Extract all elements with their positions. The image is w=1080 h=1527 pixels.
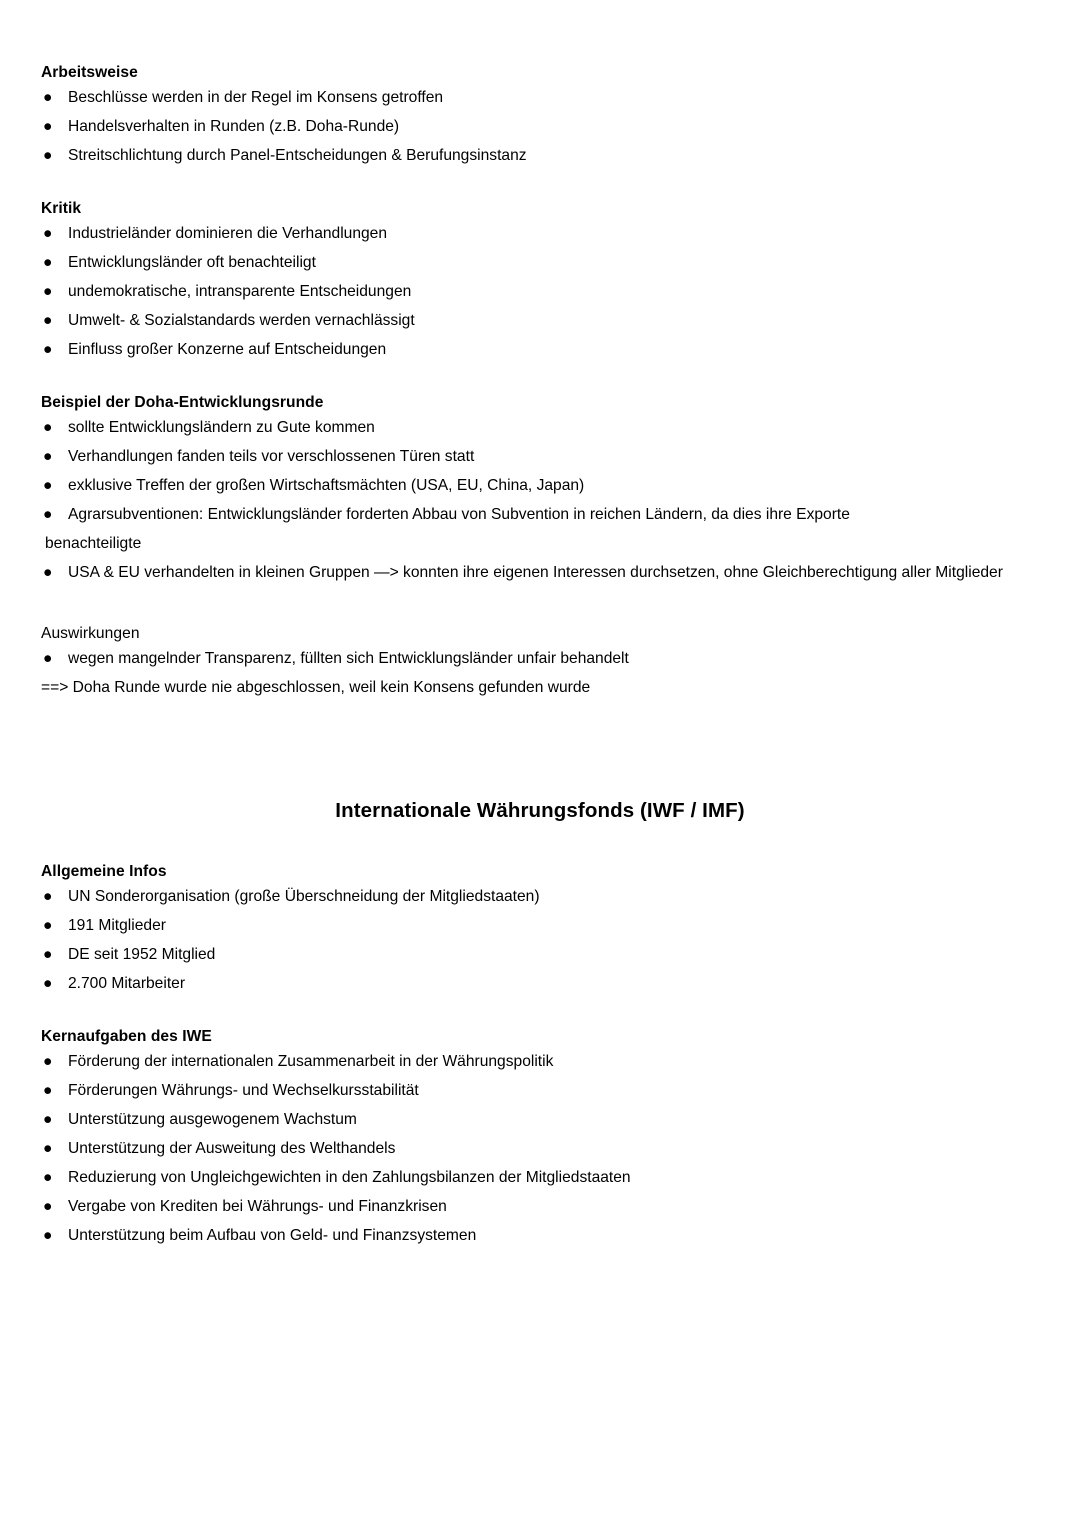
list-item-text: Unterstützung beim Aufbau von Geld- und Finanzsystemen: [68, 1227, 477, 1244]
list-item-text: Streitschlichtung durch Panel-Entscheidungen & Berufungsinstanz: [68, 147, 527, 164]
bullet-icon: ●: [43, 1082, 53, 1099]
list-item-text: Verhandlungen fanden teils vor verschlossenen Türen statt: [68, 448, 475, 465]
bullet-icon: ●: [43, 650, 53, 667]
list-item: [41, 1192, 1039, 1221]
list-item: [41, 112, 1039, 141]
list-item-text: wegen mangelnder Transparenz, füllten sich Entwicklungsländer unfair behandelt: [68, 650, 629, 667]
list-item: [41, 1105, 1039, 1134]
list-item-text: Beschlüsse werden in der Regel im Konsens getroffen: [68, 89, 444, 106]
list-item-text: Förderung der internationalen Zusammenarbeit in der Währungspolitik: [68, 1053, 554, 1070]
bullet-icon: ●: [43, 477, 53, 494]
list-item: [41, 442, 1039, 471]
list-item-text: Förderungen Währungs- und Wechselkursstabilität: [68, 1082, 419, 1099]
bullet-icon: ●: [43, 975, 53, 992]
list-item-text: 2.700 Mitarbeiter: [68, 975, 186, 992]
list-item: [41, 500, 1039, 529]
heading-kritik: Kritik: [41, 200, 82, 217]
list-doha-last: [41, 558, 1039, 587]
bullet-icon: ●: [43, 1053, 53, 1070]
list-item-text: undemokratische, intransparente Entscheidungen: [68, 283, 412, 300]
list-item: [41, 911, 1039, 940]
list-item: [41, 471, 1039, 500]
list-arbeitsweise: [41, 83, 1039, 170]
section-spacer-large: [41, 702, 1039, 797]
list-item-text: exklusive Treffen der großen Wirtschaftsmächten (USA, EU, China, Japan): [68, 477, 585, 494]
bullet-icon: ●: [43, 917, 53, 934]
section-spacer: [41, 998, 1039, 1026]
list-item: [41, 306, 1039, 335]
list-item: [41, 248, 1039, 277]
section-spacer: [41, 364, 1039, 392]
list-item: [41, 83, 1039, 112]
bullet-icon: ●: [43, 946, 53, 963]
list-item: [41, 1076, 1039, 1105]
heading-allgemeine-infos: Allgemeine Infos: [41, 863, 167, 880]
list-item: [41, 1047, 1039, 1076]
list-item: [41, 969, 1039, 998]
heading-arbeitsweise: Arbeitsweise: [41, 64, 138, 81]
bullet-icon: ●: [43, 1198, 53, 1215]
list-item: [41, 1163, 1039, 1192]
list-kernaufgaben: [41, 1047, 1039, 1250]
list-item: [41, 644, 1039, 673]
list-item-text: Unterstützung der Ausweitung des Welthandels: [68, 1140, 396, 1157]
list-item: [41, 1134, 1039, 1163]
bullet-icon: ●: [43, 888, 53, 905]
bullet-icon: ●: [43, 1169, 53, 1186]
bullet-icon: ●: [43, 118, 53, 135]
list-item-text: Entwicklungsländer oft benachteiligt: [68, 254, 316, 271]
list-item-text: UN Sonderorganisation (große Überschneidung der Mitgliedstaaten): [68, 888, 540, 905]
list-item: [41, 413, 1039, 442]
list-item: [41, 141, 1039, 170]
document-body: [41, 62, 1039, 1250]
bullet-icon: ●: [43, 448, 53, 465]
section-spacer: [41, 170, 1039, 198]
bullet-icon: ●: [43, 419, 53, 436]
bullet-icon: ●: [43, 89, 53, 106]
list-item-text: Industrieländer dominieren die Verhandlungen: [68, 225, 388, 242]
list-item-text: Handelsverhalten in Runden (z.B. Doha-Runde): [68, 118, 400, 135]
list-doha: [41, 413, 1039, 529]
bullet-icon: ●: [43, 506, 53, 523]
bullet-icon: ●: [43, 341, 53, 358]
conclusion-line: ==> Doha Runde wurde nie abgeschlossen, weil kein Konsens gefunden wurde: [41, 679, 591, 696]
list-item-text: DE seit 1952 Mitglied: [68, 946, 216, 963]
list-item: [41, 558, 1039, 587]
bullet-icon: ●: [43, 147, 53, 164]
section-spacer: [41, 825, 1039, 861]
bullet-icon: ●: [43, 225, 53, 242]
list-item-text: Vergabe von Krediten bei Währungs- und Finanzkrisen: [68, 1198, 447, 1215]
bullet-icon: ●: [43, 1140, 53, 1157]
list-item: [41, 219, 1039, 248]
bullet-icon: ●: [43, 1227, 53, 1244]
heading-kernaufgaben: Kernaufgaben des IWE: [41, 1028, 212, 1045]
list-item-text: Umwelt- & Sozialstandards werden vernachlässigt: [68, 312, 415, 329]
bullet-icon: ●: [43, 564, 53, 581]
bullet-icon: ●: [43, 1111, 53, 1128]
bullet-icon: ●: [43, 312, 53, 329]
list-item-text: Reduzierung von Ungleichgewichten in den Zahlungsbilanzen der Mitgliedstaaten: [68, 1169, 631, 1186]
page-title: Internationale Währungsfonds (IWF / IMF): [335, 799, 745, 822]
list-item-text: USA & EU verhandelten in kleinen Gruppen —> konnten ihre eigenen Interessen durchsetzen, ohne Gleichberechtigung aller Mitglieder: [68, 564, 1003, 581]
list-item-text: Agrarsubventionen: Entwicklungsländer forderten Abbau von Subvention in reichen Ländern, da dies ihre Exporte: [68, 506, 850, 523]
list-item: [41, 882, 1039, 911]
heading-doha: Beispiel der Doha-Entwicklungsrunde: [41, 394, 324, 411]
list-item: [41, 940, 1039, 969]
list-item-text: 191 Mitglieder: [68, 917, 166, 934]
list-kritik: [41, 219, 1039, 364]
list-item-text: sollte Entwicklungsländern zu Gute kommen: [68, 419, 375, 436]
section-spacer: [41, 587, 1039, 623]
heading-auswirkungen: Auswirkungen: [41, 625, 140, 642]
bullet-icon: ●: [43, 283, 53, 300]
list-allgemeine-infos: [41, 882, 1039, 998]
list-item: [41, 1221, 1039, 1250]
list-auswirkungen: [41, 644, 1039, 673]
list-item: [41, 335, 1039, 364]
continuation-line-benachteiligte: benachteiligte: [45, 535, 142, 552]
list-item-text: Unterstützung ausgewogenem Wachstum: [68, 1111, 357, 1128]
list-item-text: Einfluss großer Konzerne auf Entscheidungen: [68, 341, 387, 358]
bullet-icon: ●: [43, 254, 53, 271]
list-item: [41, 277, 1039, 306]
